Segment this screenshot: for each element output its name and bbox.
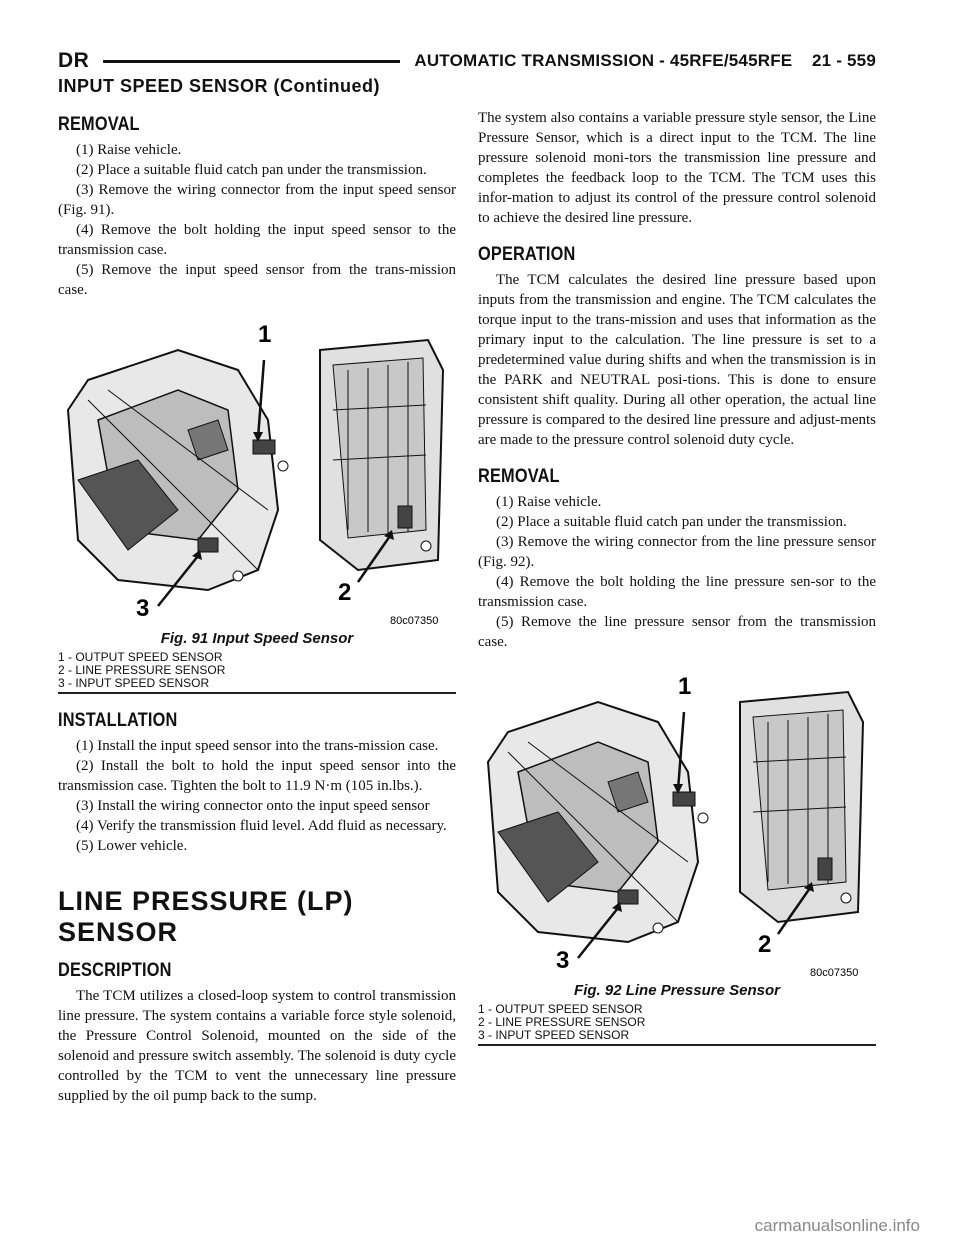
- removal-heading: REMOVAL: [478, 466, 560, 487]
- running-head: INPUT SPEED SENSOR (Continued): [58, 76, 381, 96]
- legend-item: 3 - INPUT SPEED SENSOR: [478, 1028, 630, 1042]
- removal-heading: REMOVAL: [58, 114, 140, 135]
- callout-2: 2: [338, 579, 352, 606]
- legend-item: 3 - INPUT SPEED SENSOR: [58, 676, 210, 690]
- installation-step: (1) Install the input speed sensor into the trans-mission case.: [76, 738, 439, 754]
- description-continued: The system also contains a variable pressure style sensor, the Line Pressure Sensor, which is a direct input to the TCM. The line pressure solenoid moni-tors the transmission line pressure and completes the feedback loop to the TCM. The TCM uses this infor-mation to adjust its control of the pressure control solenoid to achieve the desired line pressure.: [478, 110, 876, 226]
- left-column: [58, 108, 456, 1106]
- removal-step: (3) Remove the wiring connector from the input speed sensor (Fig. 91).: [58, 182, 456, 218]
- legend-item: 2 - LINE PRESSURE SENSOR: [478, 1015, 646, 1029]
- removal-step: (2) Place a suitable fluid catch pan under the transmission.: [76, 162, 427, 178]
- removal-step: (1) Raise vehicle.: [496, 494, 602, 510]
- figure-rule: [58, 692, 456, 694]
- removal-step: (3) Remove the wiring connector from the line pressure sensor (Fig. 92).: [478, 534, 876, 570]
- removal-step: (4) Remove the bolt holding the line pressure sen-sor to the transmission case.: [478, 574, 876, 610]
- figure-caption: Fig. 91 Input Speed Sensor: [160, 630, 354, 647]
- callout-1: 1: [258, 321, 272, 348]
- removal-step: (2) Place a suitable fluid catch pan under the transmission.: [496, 514, 847, 530]
- section-title: LINE PRESSURE (LP) SENSOR: [58, 886, 354, 947]
- header-section-code: DR: [58, 49, 90, 72]
- callout-2: 2: [758, 931, 772, 958]
- callout-1: 1: [678, 673, 692, 700]
- figure-caption: Fig. 92 Line Pressure Sensor: [574, 982, 780, 999]
- description-text: The TCM utilizes a closed-loop system to control transmission line pressure. The system contains a variable force style solenoid, the Pressure Control Solenoid, mounted on the side of the solenoid and pressure switch assembly. The solenoid is duty cycle controlled by the TCM to vent the unnecessary line pressure supplied by the oil pump back to the sump.: [58, 988, 456, 1104]
- operation-text: The TCM calculates the desired line pressure based upon inputs from the transmission and engine. The TCM calculates the torque input to the trans-mission and uses that information as the primary input to the calculation. The line pressure is set to a predetermined value during shifts and when the transmission is in the PARK and NEUTRAL posi-tions. This is done to ensure consistent shift quality. During all other operation, the actual line pressure is compared to the desired line pressure and adjust-ments are made to the pressure control solenoid duty cycle.: [478, 272, 876, 448]
- callout-3: 3: [136, 595, 150, 622]
- removal-step: (4) Remove the bolt holding the input speed sensor to the transmission case.: [58, 222, 456, 258]
- legend-item: 2 - LINE PRESSURE SENSOR: [58, 663, 226, 677]
- installation-step: (5) Lower vehicle.: [76, 838, 188, 854]
- removal-step: (1) Raise vehicle.: [76, 142, 182, 158]
- watermark: carmanualsonline.info: [754, 1216, 920, 1235]
- legend-item: 1 - OUTPUT SPEED SENSOR: [58, 650, 223, 664]
- description-heading: DESCRIPTION: [58, 960, 172, 981]
- header-title: AUTOMATIC TRANSMISSION - 45RFE/545RFE 21 - 559: [414, 51, 876, 70]
- installation-step: (4) Verify the transmission fluid level. Add fluid as necessary.: [76, 818, 447, 834]
- figure-91: [58, 310, 456, 694]
- figure-legend: [478, 1003, 876, 1042]
- transmission-illustration: [478, 662, 876, 980]
- operation-heading: OPERATION: [478, 244, 576, 265]
- figure-92: [478, 662, 876, 1046]
- transmission-illustration: [58, 310, 456, 628]
- removal-step: (5) Remove the input speed sensor from the trans-mission case.: [58, 262, 456, 298]
- callout-3: 3: [556, 947, 570, 974]
- figure-rule: [478, 1044, 876, 1046]
- installation-heading: INSTALLATION: [58, 710, 178, 731]
- right-column: [478, 108, 876, 1046]
- installation-step: (3) Install the wiring connector onto the input speed sensor: [76, 798, 430, 814]
- figure-legend: [58, 651, 456, 690]
- page-header: [58, 46, 876, 76]
- figure-code: 80c07350: [390, 615, 439, 627]
- figure-code: 80c07350: [810, 967, 859, 979]
- installation-step: (2) Install the bolt to hold the input speed sensor into the transmission case. Tighten the bolt to 11.9 N·m (105 in.lbs.).: [58, 758, 456, 794]
- removal-step: (5) Remove the line pressure sensor from the transmission case.: [478, 614, 876, 650]
- legend-item: 1 - OUTPUT SPEED SENSOR: [478, 1002, 643, 1016]
- header-rule: [103, 60, 400, 63]
